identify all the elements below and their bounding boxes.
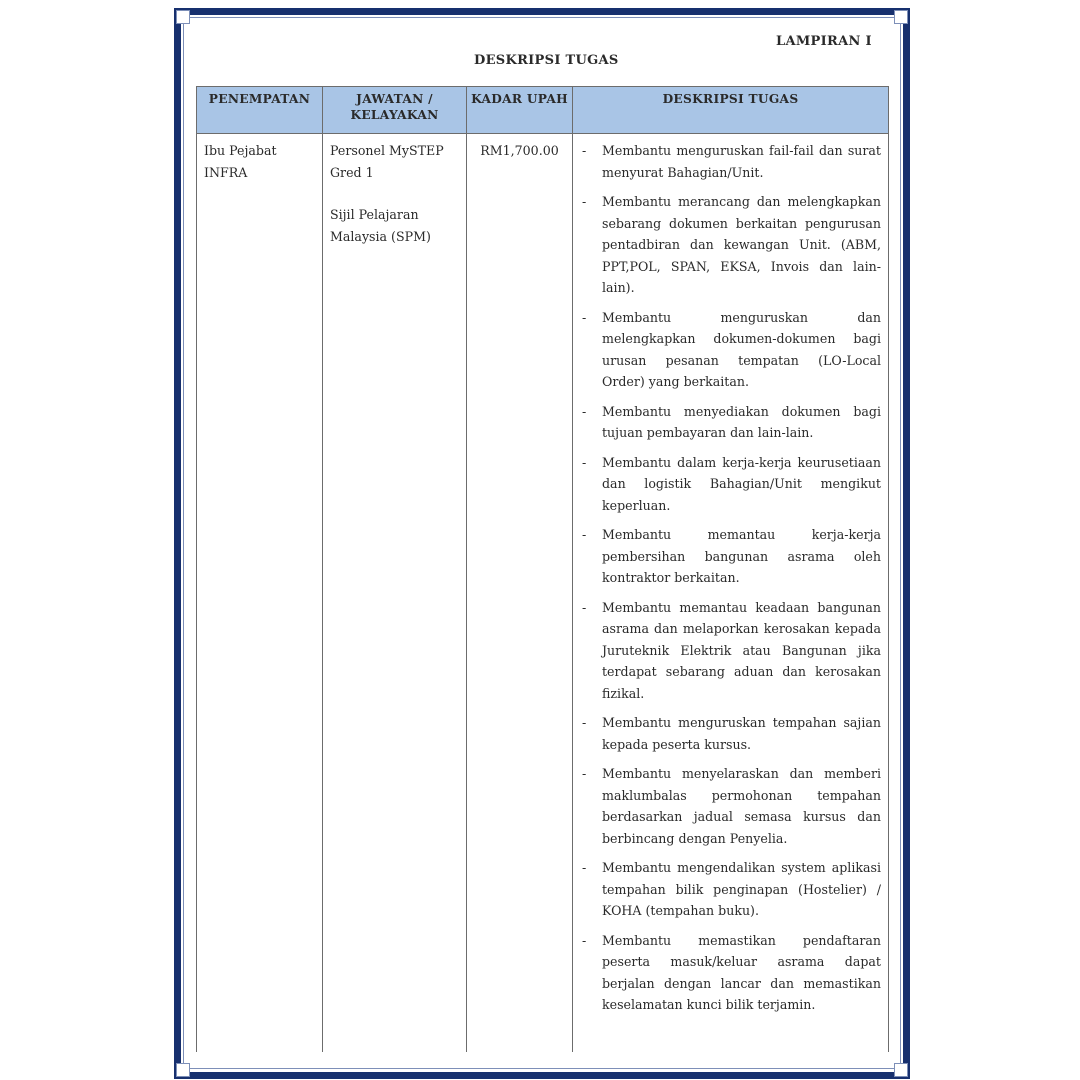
list-item: - Membantu memastikan pendaftaran peserta masuk/keluar asrama dapat berjalan dengan lancar dan memastikan keselamatan kunci bilik terjamin.	[582, 932, 881, 1012]
job-description-table	[196, 86, 889, 1052]
column-header-penempatan: PENEMPATAN	[197, 87, 323, 134]
duty-list	[580, 140, 881, 1016]
list-item: - Membantu mengendalikan system aplikasi tempahan bilik penginapan (Hostelier) / KOHA (tempahan buku).	[582, 860, 881, 918]
kelayakan-value: Sijil Pelajaran Malaysia (SPM)	[330, 207, 431, 244]
column-header-deskripsi: DESKRIPSI TUGAS	[573, 87, 889, 134]
list-item: - Membantu menyediakan dokumen bagi tujuan pembayaran dan lain-lain.	[582, 403, 881, 440]
border-corner-ornament	[176, 1063, 190, 1077]
cell-penempatan	[197, 134, 323, 1053]
list-item: - Membantu menyelaraskan dan memberi maklumbalas permohonan tempahan berdasarkan jadual semasa kursus dan berbincang dengan Penyelia.	[582, 766, 881, 846]
appendix-label: LAMPIRAN I	[776, 34, 872, 49]
table-row	[197, 134, 889, 1053]
border-corner-ornament	[894, 10, 908, 24]
list-item: - Membantu menguruskan tempahan sajian kepada peserta kursus.	[582, 715, 881, 752]
column-header-kadar-upah: KADAR UPAH	[467, 87, 573, 134]
column-header-jawatan: JAWATAN / KELAYAKAN	[323, 87, 467, 134]
jawatan-value: Personel MySTEP Gred 1	[330, 143, 444, 180]
border-corner-ornament	[176, 10, 190, 24]
list-item: - Membantu dalam kerja-kerja keurusetiaan dan logistik Bahagian/Unit mengikut keperluan.	[582, 454, 881, 513]
border-corner-ornament	[894, 1063, 908, 1077]
list-item: - Membantu menguruskan dan melengkapkan dokumen-dokumen bagi urusan pesanan tempatan (LO-Local Order) yang berkaitan.	[582, 309, 881, 389]
document-title: DESKRIPSI TUGAS	[474, 53, 619, 68]
list-item: - Membantu memantau keadaan bangunan asrama dan melaporkan kerosakan kepada Juruteknik Elektrik atau Bangunan jika terdapat sebarang aduan dan kerosakan fizikal.	[582, 599, 881, 701]
list-item: - Membantu menguruskan fail-fail dan surat menyurat Bahagian/Unit.	[582, 143, 881, 180]
cell-jawatan	[323, 134, 467, 1053]
cell-kadar-upah	[467, 134, 573, 1053]
list-item: - Membantu merancang dan melengkapkan sebarang dokumen berkaitan pengurusan pentadbiran dan kewangan Unit. (ABM, PPT,POL, SPAN, EKSA, Invois dan lain-lain).	[582, 194, 881, 295]
list-item: - Membantu memantau kerja-kerja pembersihan bangunan asrama oleh kontraktor berkaitan.	[582, 527, 881, 585]
table-header-row	[197, 87, 889, 134]
penempatan-value: Ibu Pejabat INFRA	[204, 143, 277, 180]
cell-deskripsi	[573, 134, 889, 1053]
kadar-upah-value: RM1,700.00	[480, 143, 559, 158]
